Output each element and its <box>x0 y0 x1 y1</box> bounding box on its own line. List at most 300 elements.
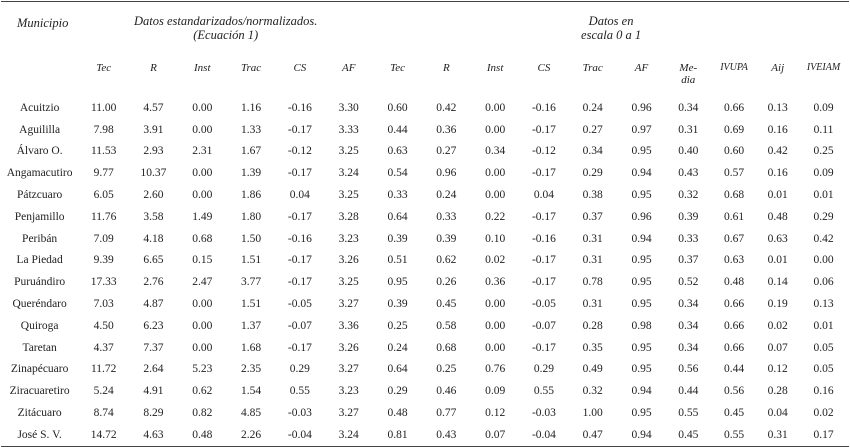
value-cell: 0.00 <box>192 319 213 332</box>
value-cell: 0.02 <box>813 407 834 420</box>
value-cell: 0.13 <box>767 101 788 114</box>
value-cell: 0.33 <box>387 189 408 202</box>
value-cell: 0.00 <box>485 341 506 354</box>
value-cell: -0.12 <box>531 145 556 158</box>
value-cell: 0.45 <box>723 407 745 420</box>
value-cell: 3.36 <box>338 319 359 332</box>
municipio-cell: Queréndaro <box>12 298 67 311</box>
value-cell: 0.39 <box>387 298 408 311</box>
value-cell: 0.44 <box>678 385 699 398</box>
value-cell: 7.98 <box>93 123 114 136</box>
value-cell: 0.32 <box>582 385 603 398</box>
value-cell: 0.66 <box>723 101 745 114</box>
value-cell: 6.65 <box>143 254 164 267</box>
municipio-cell: Pátzcuaro <box>16 189 63 202</box>
municipio-cell: Zitácuaro <box>17 407 62 420</box>
value-cell: 2.64 <box>143 363 164 376</box>
value-cell: -0.17 <box>531 254 556 267</box>
value-cell: 7.03 <box>93 298 114 311</box>
value-cell: 6.05 <box>93 189 114 202</box>
group-header-standardized-line2: (Ecuación 1) <box>193 28 259 42</box>
value-cell: 3.77 <box>241 276 262 289</box>
value-cell: -0.17 <box>531 210 556 223</box>
value-cell: 0.34 <box>678 319 699 332</box>
municipio-cell: José S. V. <box>17 428 62 441</box>
value-cell: 0.31 <box>582 298 603 311</box>
municipio-cell: Peribán <box>22 232 58 245</box>
value-cell: 0.33 <box>436 210 457 223</box>
municipio-cell: Zinapécuaro <box>10 363 69 376</box>
value-cell: 0.04 <box>767 407 788 420</box>
value-cell: 0.49 <box>582 363 603 376</box>
value-cell: 3.23 <box>338 385 359 398</box>
value-cell: 0.44 <box>723 363 745 376</box>
value-cell: -0.12 <box>287 145 312 158</box>
table-row <box>1 271 849 293</box>
value-cell: 0.47 <box>582 428 603 441</box>
value-cell: 0.09 <box>485 385 506 398</box>
value-cell: 0.00 <box>192 189 213 202</box>
value-cell: 0.34 <box>485 145 506 158</box>
value-cell: 3.58 <box>143 210 164 223</box>
value-cell: 0.64 <box>387 210 408 223</box>
value-cell: 0.24 <box>582 101 603 114</box>
value-cell: 0.29 <box>582 167 603 180</box>
table-row <box>1 141 849 163</box>
value-cell: 2.60 <box>143 189 164 202</box>
column-header: R <box>442 62 450 74</box>
value-cell: 0.43 <box>678 167 699 180</box>
value-cell: 0.68 <box>192 232 213 245</box>
value-cell: 3.27 <box>338 298 359 311</box>
value-cell: 0.96 <box>436 167 457 180</box>
value-cell: 8.74 <box>93 407 114 420</box>
value-cell: 0.96 <box>631 210 652 223</box>
value-cell: -0.17 <box>287 254 312 267</box>
value-cell: 0.34 <box>678 298 699 311</box>
value-cell: 0.04 <box>533 189 554 202</box>
value-cell: 0.62 <box>192 385 213 398</box>
value-cell: 4.18 <box>143 232 164 245</box>
value-cell: -0.07 <box>531 319 556 332</box>
value-cell: 0.44 <box>387 123 408 136</box>
value-cell: 0.24 <box>387 341 408 354</box>
value-cell: 0.66 <box>723 319 745 332</box>
value-cell: 7.09 <box>93 232 114 245</box>
value-cell: 2.35 <box>241 363 262 376</box>
value-cell: -0.03 <box>531 407 556 420</box>
column-header-empty <box>1 54 78 94</box>
value-cell: 3.25 <box>338 276 359 289</box>
value-cell: 0.57 <box>723 167 745 180</box>
value-cell: 0.00 <box>192 101 213 114</box>
value-cell: 0.12 <box>767 363 788 376</box>
value-cell: 3.27 <box>338 407 359 420</box>
value-cell: 0.02 <box>767 319 788 332</box>
value-cell: -0.05 <box>531 298 556 311</box>
value-cell: 1.51 <box>241 298 262 311</box>
column-header: IVUPA <box>720 62 748 73</box>
value-cell: 0.48 <box>767 210 788 223</box>
column-header: R <box>150 62 157 74</box>
value-cell: 0.29 <box>289 363 310 376</box>
value-cell: 0.12 <box>485 407 506 420</box>
column-header: AF <box>341 62 356 74</box>
value-cell: 1.49 <box>192 210 213 223</box>
value-cell: 0.95 <box>631 363 652 376</box>
value-cell: 0.00 <box>485 319 506 332</box>
column-header: Me- dia <box>679 62 698 86</box>
table-row <box>1 315 849 337</box>
value-cell: 9.39 <box>93 254 114 267</box>
table-row <box>1 337 849 359</box>
value-cell: 0.94 <box>631 385 652 398</box>
table-body <box>1 94 849 446</box>
column-header-row <box>1 54 849 94</box>
value-cell: 0.60 <box>723 145 745 158</box>
value-cell: 0.14 <box>767 276 788 289</box>
value-cell: 11.76 <box>90 210 117 223</box>
group-header-scaled <box>373 2 849 55</box>
value-cell: -0.17 <box>287 341 312 354</box>
value-cell: 0.00 <box>485 101 506 114</box>
value-cell: 1.37 <box>241 319 262 332</box>
value-cell: 4.37 <box>93 341 114 354</box>
value-cell: 0.98 <box>631 319 652 332</box>
group-header-scaled-line2: escala 0 a 1 <box>581 28 642 42</box>
value-cell: 0.62 <box>436 254 457 267</box>
value-cell: 0.24 <box>436 189 457 202</box>
value-cell: 3.23 <box>338 232 359 245</box>
value-cell: 0.33 <box>678 232 699 245</box>
value-cell: 11.00 <box>90 101 117 114</box>
table-row <box>1 293 849 315</box>
value-cell: 3.24 <box>338 428 359 441</box>
value-cell: 0.48 <box>723 276 745 289</box>
value-cell: 0.28 <box>767 385 788 398</box>
value-cell: 0.00 <box>192 167 213 180</box>
table-row <box>1 184 849 206</box>
value-cell: 3.33 <box>338 123 359 136</box>
value-cell: 1.80 <box>241 210 262 223</box>
column-header: AF <box>634 62 649 74</box>
value-cell: 0.94 <box>631 167 652 180</box>
value-cell: 4.85 <box>241 407 262 420</box>
value-cell: 1.00 <box>582 407 603 420</box>
value-cell: 0.78 <box>582 276 603 289</box>
value-cell: 1.39 <box>241 167 262 180</box>
value-cell: 2.76 <box>143 276 164 289</box>
value-cell: 14.72 <box>90 428 117 441</box>
table-row <box>1 359 849 381</box>
value-cell: 0.31 <box>678 123 699 136</box>
value-cell: 0.34 <box>582 145 603 158</box>
value-cell: 0.16 <box>813 385 834 398</box>
value-cell: 0.25 <box>436 363 457 376</box>
value-cell: 0.26 <box>436 276 457 289</box>
value-cell: 3.30 <box>338 101 359 114</box>
value-cell: 0.39 <box>678 210 699 223</box>
value-cell: 0.27 <box>582 123 603 136</box>
value-cell: 1.50 <box>241 232 262 245</box>
municipio-cell: Penjamillo <box>14 210 65 223</box>
value-cell: 0.00 <box>813 254 834 267</box>
value-cell: -0.04 <box>531 428 556 441</box>
value-cell: 0.39 <box>387 232 408 245</box>
value-cell: 0.37 <box>582 210 603 223</box>
value-cell: 0.04 <box>289 189 310 202</box>
value-cell: -0.05 <box>287 298 312 311</box>
value-cell: 0.09 <box>813 101 834 114</box>
value-cell: 0.42 <box>767 145 788 158</box>
value-cell: 0.15 <box>192 254 213 267</box>
value-cell: 0.95 <box>631 254 652 267</box>
value-cell: 5.24 <box>93 385 114 398</box>
value-cell: -0.16 <box>531 101 556 114</box>
table-row <box>1 402 849 424</box>
data-table <box>1 1 849 447</box>
value-cell: 0.38 <box>582 189 603 202</box>
value-cell: -0.17 <box>531 341 556 354</box>
value-cell: 6.23 <box>143 319 164 332</box>
value-cell: 0.39 <box>436 232 457 245</box>
value-cell: 0.56 <box>678 363 699 376</box>
value-cell: 0.01 <box>813 189 834 202</box>
value-cell: 4.50 <box>93 319 114 332</box>
value-cell: 0.28 <box>582 319 603 332</box>
value-cell: 0.42 <box>813 232 834 245</box>
value-cell: 0.13 <box>813 298 834 311</box>
value-cell: 8.29 <box>143 407 164 420</box>
value-cell: 0.60 <box>387 101 408 114</box>
table-row <box>1 206 849 228</box>
value-cell: 0.95 <box>631 407 652 420</box>
value-cell: -0.17 <box>287 123 312 136</box>
value-cell: -0.17 <box>531 123 556 136</box>
value-cell: 0.02 <box>485 254 506 267</box>
value-cell: 0.06 <box>813 276 834 289</box>
value-cell: 2.31 <box>192 145 213 158</box>
value-cell: 0.68 <box>723 189 745 202</box>
value-cell: -0.17 <box>531 276 556 289</box>
value-cell: 0.01 <box>813 319 834 332</box>
municipio-cell: Puruándiro <box>14 276 66 289</box>
table-row <box>1 119 849 141</box>
value-cell: 0.97 <box>631 123 652 136</box>
municipio-cell: Quiroga <box>20 319 59 332</box>
value-cell: 0.27 <box>436 145 457 158</box>
value-cell: 0.54 <box>387 167 408 180</box>
value-cell: 0.17 <box>813 428 834 441</box>
value-cell: -0.16 <box>287 232 312 245</box>
value-cell: 0.94 <box>631 428 652 441</box>
value-cell: 0.01 <box>767 189 788 202</box>
table-row <box>1 94 849 119</box>
value-cell: 0.67 <box>723 232 745 245</box>
value-cell: 0.31 <box>767 428 788 441</box>
municipio-cell: Taretan <box>22 341 57 354</box>
value-cell: 0.77 <box>436 407 457 420</box>
value-cell: 0.95 <box>631 145 652 158</box>
municipio-cell: Aguililla <box>19 123 61 136</box>
table-row <box>1 424 849 446</box>
value-cell: 0.55 <box>678 407 699 420</box>
value-cell: 5.23 <box>192 363 213 376</box>
value-cell: 0.36 <box>485 276 506 289</box>
value-cell: 0.55 <box>723 428 745 441</box>
value-cell: -0.16 <box>531 232 556 245</box>
value-cell: 0.16 <box>767 167 788 180</box>
value-cell: 0.00 <box>485 298 506 311</box>
value-cell: 0.00 <box>485 167 506 180</box>
value-cell: 0.25 <box>387 319 408 332</box>
value-cell: 0.95 <box>631 341 652 354</box>
municipio-cell: Acuitzio <box>19 101 60 114</box>
column-header: Aij <box>771 62 785 74</box>
value-cell: 0.95 <box>631 189 652 202</box>
value-cell: 0.68 <box>436 341 457 354</box>
value-cell: 2.93 <box>143 145 164 158</box>
value-cell: 0.00 <box>192 341 213 354</box>
value-cell: 0.82 <box>192 407 213 420</box>
value-cell: 1.51 <box>241 254 262 267</box>
value-cell: 0.45 <box>436 298 457 311</box>
value-cell: 4.87 <box>143 298 164 311</box>
column-header: Trac <box>582 62 603 74</box>
group-header-standardized <box>78 2 373 55</box>
value-cell: 7.37 <box>143 341 164 354</box>
value-cell: 9.77 <box>93 167 114 180</box>
value-cell: 0.29 <box>387 385 408 398</box>
table-row <box>1 380 849 402</box>
value-cell: 0.34 <box>678 341 699 354</box>
value-cell: 0.69 <box>723 123 745 136</box>
value-cell: 0.00 <box>192 123 213 136</box>
value-cell: 0.00 <box>192 298 213 311</box>
value-cell: 0.48 <box>387 407 408 420</box>
value-cell: 3.24 <box>338 167 359 180</box>
value-cell: 0.29 <box>813 210 834 223</box>
value-cell: 0.66 <box>723 298 745 311</box>
value-cell: 0.55 <box>289 385 310 398</box>
value-cell: 0.56 <box>723 385 745 398</box>
value-cell: 10.37 <box>140 167 167 180</box>
table-row <box>1 228 849 250</box>
value-cell: 0.07 <box>767 341 788 354</box>
value-cell: 0.01 <box>767 254 788 267</box>
value-cell: 0.63 <box>767 232 788 245</box>
value-cell: 3.25 <box>338 189 359 202</box>
value-cell: -0.17 <box>287 276 312 289</box>
value-cell: 0.94 <box>631 232 652 245</box>
value-cell: 0.95 <box>631 276 652 289</box>
value-cell: 0.63 <box>723 254 745 267</box>
value-cell: 1.68 <box>241 341 262 354</box>
municipio-cell: La Piedad <box>16 254 63 267</box>
value-cell: -0.03 <box>287 407 312 420</box>
value-cell: 0.32 <box>678 189 699 202</box>
value-cell: 0.35 <box>582 341 603 354</box>
column-header: IVEIAM <box>806 62 841 73</box>
group-header-scaled-line1: Datos en <box>588 14 634 28</box>
value-cell: -0.17 <box>531 167 556 180</box>
value-cell: 4.91 <box>143 385 164 398</box>
value-cell: -0.04 <box>287 428 312 441</box>
value-cell: 0.55 <box>533 385 554 398</box>
value-cell: 0.00 <box>485 189 506 202</box>
value-cell: -0.17 <box>287 210 312 223</box>
column-header: Inst <box>194 62 211 74</box>
value-cell: 0.19 <box>767 298 788 311</box>
value-cell: 0.63 <box>387 145 408 158</box>
value-cell: 0.46 <box>436 385 457 398</box>
value-cell: 0.05 <box>813 341 834 354</box>
value-cell: 3.28 <box>338 210 359 223</box>
value-cell: 1.16 <box>241 101 262 114</box>
value-cell: 0.81 <box>387 428 408 441</box>
value-cell: 0.42 <box>436 101 457 114</box>
value-cell: 1.33 <box>241 123 262 136</box>
value-cell: -0.07 <box>287 319 312 332</box>
table-row <box>1 162 849 184</box>
municipio-cell: Angamacutiro <box>6 167 73 180</box>
value-cell: 4.63 <box>143 428 164 441</box>
municipio-cell: Ziracuaretiro <box>9 385 70 398</box>
value-cell: 0.58 <box>436 319 457 332</box>
value-cell: 0.61 <box>723 210 745 223</box>
value-cell: 0.66 <box>723 341 745 354</box>
value-cell: 0.37 <box>678 254 699 267</box>
value-cell: 11.72 <box>90 363 117 376</box>
value-cell: 4.57 <box>143 101 164 114</box>
value-cell: 3.26 <box>338 254 359 267</box>
value-cell: 3.27 <box>338 363 359 376</box>
value-cell: 0.95 <box>387 276 408 289</box>
column-header: Tec <box>96 62 112 74</box>
value-cell: 0.25 <box>813 145 834 158</box>
group-header-standardized-line1: Datos estandarizados/normalizados. <box>134 14 318 28</box>
value-cell: 0.51 <box>387 254 408 267</box>
value-cell: 0.52 <box>678 276 699 289</box>
value-cell: 2.47 <box>192 276 213 289</box>
value-cell: 1.86 <box>241 189 262 202</box>
column-header: CS <box>537 62 551 74</box>
value-cell: 3.91 <box>143 123 164 136</box>
value-cell: 0.11 <box>813 123 834 136</box>
table-row <box>1 250 849 272</box>
municipio-cell: Álvaro O. <box>16 145 63 158</box>
value-cell: 0.10 <box>485 232 506 245</box>
value-cell: 0.16 <box>767 123 788 136</box>
column-header: Tec <box>390 62 405 74</box>
value-cell: 11.53 <box>90 145 117 158</box>
value-cell: 3.25 <box>338 145 359 158</box>
value-cell: 2.26 <box>241 428 262 441</box>
value-cell: 0.43 <box>436 428 457 441</box>
column-header: CS <box>293 62 307 74</box>
value-cell: 0.48 <box>192 428 213 441</box>
value-cell: 17.33 <box>90 276 117 289</box>
value-cell: 0.45 <box>678 428 699 441</box>
value-cell: 0.64 <box>387 363 408 376</box>
value-cell: 0.29 <box>533 363 554 376</box>
column-header: Inst <box>486 62 504 74</box>
column-header: Trac <box>240 62 262 74</box>
value-cell: 0.05 <box>813 363 834 376</box>
value-cell: 0.22 <box>485 210 506 223</box>
value-cell: 0.09 <box>813 167 834 180</box>
value-cell: 0.00 <box>485 123 506 136</box>
